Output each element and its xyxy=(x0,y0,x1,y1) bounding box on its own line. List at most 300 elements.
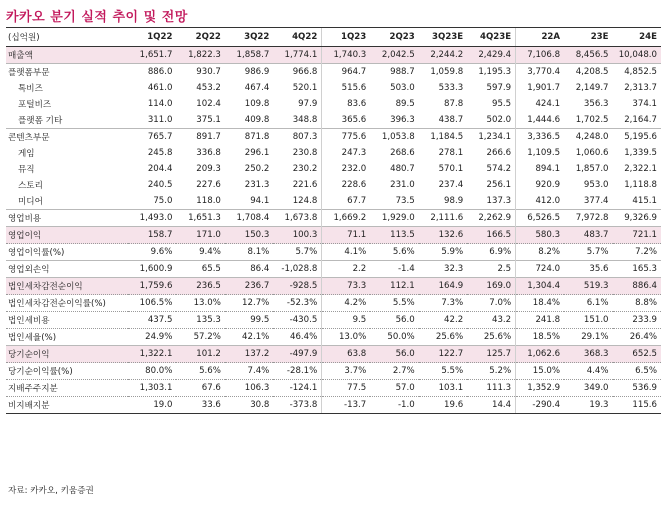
table-cell: 50.0% xyxy=(370,329,418,346)
table-cell: 9.4% xyxy=(176,244,224,261)
table-cell: 80.0% xyxy=(128,363,176,380)
table-cell: 1,651.7 xyxy=(128,47,176,64)
table-cell: 503.0 xyxy=(390,83,415,93)
table-cell: 18.4% xyxy=(516,295,564,312)
table-cell: 2,164.7 xyxy=(624,115,657,125)
table-cell: 1,118.8 xyxy=(624,180,657,190)
table-row xyxy=(6,145,661,161)
table-cell: 6.9% xyxy=(467,244,515,261)
table-cell: 113.5 xyxy=(370,227,418,244)
table-row xyxy=(6,161,661,177)
table-cell: 1,444.6 xyxy=(516,112,564,129)
table-cell: 7.0% xyxy=(467,295,515,312)
table-cell: 8.8% xyxy=(613,295,661,312)
table-cell: 2,244.2 xyxy=(419,47,467,64)
table-cell: -13.7 xyxy=(322,397,370,414)
row-label: 플랫폼부문 xyxy=(6,64,128,81)
table-cell: 5.6% xyxy=(370,244,418,261)
table-cell: 99.5 xyxy=(225,312,273,329)
table-cell: 122.7 xyxy=(419,346,467,363)
row-label: 법인세차감전순이익률(%) xyxy=(6,295,128,312)
table-cell: 221.6 xyxy=(292,180,318,190)
table-row xyxy=(6,329,661,346)
table-cell: 467.4 xyxy=(244,83,270,93)
table-cell: 43.2 xyxy=(467,312,515,329)
table-cell: 42.2 xyxy=(419,312,467,329)
table-cell: 114.0 xyxy=(147,99,173,109)
table-cell: 67.7 xyxy=(322,193,370,210)
table-cell: 137.3 xyxy=(486,196,512,206)
row-label: 포털비즈 xyxy=(18,100,52,110)
table-cell: 63.8 xyxy=(322,346,370,363)
table-cell: 111.3 xyxy=(467,380,515,397)
table-cell: 3.7% xyxy=(322,363,370,380)
table-cell: -430.5 xyxy=(273,312,321,329)
table-cell: 5.9% xyxy=(419,244,467,261)
table-cell: 377.4 xyxy=(583,196,609,206)
row-label: 영업비용 xyxy=(6,210,128,227)
page-title: 카카오 분기 실적 추이 및 전망 xyxy=(6,10,188,25)
table-cell: 2,429.4 xyxy=(467,47,515,64)
table-cell: 29.1% xyxy=(564,329,612,346)
row-label: 매출액 xyxy=(6,47,128,64)
table-cell: 721.1 xyxy=(613,227,661,244)
column-header: 1Q22 xyxy=(128,28,176,47)
table-cell: 502.0 xyxy=(486,115,512,125)
table-row xyxy=(6,261,661,278)
table-cell: 894.1 xyxy=(516,161,564,177)
table-cell: 4,248.0 xyxy=(564,129,612,146)
table-cell: 135.3 xyxy=(176,312,224,329)
row-label: 톡비즈 xyxy=(18,84,43,94)
table-cell: 97.9 xyxy=(298,99,318,109)
table-cell: 236.5 xyxy=(176,278,224,295)
table-cell: 75.0 xyxy=(153,196,173,206)
table-row xyxy=(6,244,661,261)
table-cell: 1,184.5 xyxy=(419,129,467,146)
table-row xyxy=(6,295,661,312)
table-cell: 396.3 xyxy=(390,115,415,125)
table-cell: 240.5 xyxy=(147,180,173,190)
table-cell: 8.1% xyxy=(225,244,273,261)
table-cell: 151.0 xyxy=(564,312,612,329)
table-cell: 13.0% xyxy=(322,329,370,346)
table-cell: 65.5 xyxy=(176,261,224,278)
table-cell: 95.5 xyxy=(491,99,512,109)
table-cell: 920.9 xyxy=(516,177,564,193)
row-label: 뮤직 xyxy=(18,165,35,175)
table-cell: 412.0 xyxy=(516,193,564,210)
table-cell: 1,304.4 xyxy=(516,278,564,295)
row-label: 영업이익 xyxy=(6,227,128,244)
source-note: 자료: 카카오, 키움증권 xyxy=(8,486,94,496)
table-cell: 19.3 xyxy=(564,397,612,414)
table-cell: 73.5 xyxy=(395,196,415,206)
table-cell: 125.7 xyxy=(467,346,515,363)
table-cell: 237.4 xyxy=(438,180,464,190)
table-cell: 7.4% xyxy=(225,363,273,380)
table-cell: 15.0% xyxy=(516,363,564,380)
table-row xyxy=(6,380,661,397)
table-cell: 241.8 xyxy=(516,312,564,329)
table-cell: 1,669.2 xyxy=(322,210,370,227)
table-cell: 574.2 xyxy=(486,164,512,174)
table-cell: -1,028.8 xyxy=(273,261,321,278)
table-cell: 103.1 xyxy=(419,380,467,397)
table-cell: -1.4 xyxy=(370,261,418,278)
table-cell: 536.9 xyxy=(613,380,661,397)
table-cell: 8.2% xyxy=(516,244,564,261)
table-cell: 118.0 xyxy=(196,196,221,206)
table-cell: 1,303.1 xyxy=(128,380,176,397)
table-cell: 236.7 xyxy=(225,278,273,295)
table-cell: 4,208.5 xyxy=(564,64,612,81)
table-cell: 106.5% xyxy=(128,295,176,312)
table-cell: 437.5 xyxy=(128,312,176,329)
table-cell: 14.4 xyxy=(467,397,515,414)
table-cell: 2.2 xyxy=(322,261,370,278)
table-cell: 1,322.1 xyxy=(128,346,176,363)
row-label: 당기순이익률(%) xyxy=(6,363,128,380)
table-cell: 1,702.5 xyxy=(575,115,609,125)
table-cell: 12.7% xyxy=(225,295,273,312)
table-cell: 228.6 xyxy=(322,177,370,193)
table-cell: 106.3 xyxy=(225,380,273,397)
table-cell: 10,048.0 xyxy=(613,47,661,64)
table-cell: 19.0 xyxy=(128,397,176,414)
table-cell: 2,042.5 xyxy=(370,47,418,64)
table-cell: 1,600.9 xyxy=(128,261,176,278)
table-cell: 42.1% xyxy=(225,329,273,346)
table-cell: 375.1 xyxy=(196,115,221,125)
table-cell: 349.0 xyxy=(564,380,612,397)
table-cell: 886.4 xyxy=(613,278,661,295)
table-cell: 1,651.3 xyxy=(176,210,224,227)
table-cell: 2,149.7 xyxy=(575,83,609,93)
table-cell: 165.3 xyxy=(613,261,661,278)
table-cell: 570.1 xyxy=(438,164,464,174)
table-cell: 109.8 xyxy=(244,99,270,109)
table-cell: 18.5% xyxy=(516,329,564,346)
table-row xyxy=(6,96,661,112)
table-cell: 83.6 xyxy=(322,96,370,112)
table-cell: 24.9% xyxy=(128,329,176,346)
table-cell: 533.3 xyxy=(438,83,464,93)
row-label: 플랫폼 기타 xyxy=(18,116,63,126)
table-cell: 597.9 xyxy=(486,83,512,93)
column-header: 3Q23E xyxy=(419,28,467,47)
table-cell: 374.1 xyxy=(632,99,657,109)
table-cell: 775.6 xyxy=(322,129,370,146)
row-label: 법인세율(%) xyxy=(6,329,128,346)
row-label: 미디어 xyxy=(18,197,43,207)
table-cell: 245.8 xyxy=(147,148,173,158)
table-cell: 57.0 xyxy=(370,380,418,397)
table-cell: 1,062.6 xyxy=(516,346,564,363)
table-cell: 233.9 xyxy=(613,312,661,329)
table-cell: 137.2 xyxy=(225,346,273,363)
table-cell: 765.7 xyxy=(128,129,176,146)
table-cell: 356.3 xyxy=(583,99,609,109)
table-cell: 2.5 xyxy=(467,261,515,278)
column-header: 3Q22 xyxy=(225,28,273,47)
table-cell: 453.2 xyxy=(196,83,221,93)
table-cell: 336.8 xyxy=(196,148,221,158)
table-row xyxy=(6,177,661,193)
row-label: 스토리 xyxy=(18,181,43,191)
table-cell: 102.4 xyxy=(196,99,221,109)
table-cell: 1,109.5 xyxy=(516,145,564,161)
table-cell: 6.5% xyxy=(613,363,661,380)
table-cell: 964.7 xyxy=(322,64,370,81)
table-cell: 1,053.8 xyxy=(370,129,418,146)
column-header: 1Q23 xyxy=(322,28,370,47)
table-cell: 2,313.7 xyxy=(624,83,657,93)
column-header: 23E xyxy=(564,28,612,47)
table-cell: 25.6% xyxy=(419,329,467,346)
table-cell: 278.1 xyxy=(438,148,464,158)
table-cell: 5.7% xyxy=(273,244,321,261)
table-cell: 311.0 xyxy=(147,115,173,125)
table-cell: 4,852.5 xyxy=(613,64,661,81)
table-cell: 520.1 xyxy=(292,83,318,93)
table-cell: -1.0 xyxy=(370,397,418,414)
row-label: 비지배지분 xyxy=(6,397,128,414)
table-cell: 25.6% xyxy=(467,329,515,346)
table-cell: 247.3 xyxy=(322,145,370,161)
table-cell: 231.0 xyxy=(390,180,415,190)
column-header: 4Q23E xyxy=(467,28,515,47)
table-cell: 164.9 xyxy=(419,278,467,295)
table-row xyxy=(6,312,661,329)
table-cell: 227.6 xyxy=(196,180,221,190)
table-cell: 7.2% xyxy=(613,244,661,261)
table-cell: 32.3 xyxy=(419,261,467,278)
table-row xyxy=(6,397,661,414)
table-cell: -28.1% xyxy=(273,363,321,380)
table-cell: 1,822.3 xyxy=(176,47,224,64)
earnings-table xyxy=(6,27,661,414)
table-cell: 87.8 xyxy=(444,99,464,109)
table-cell: 415.1 xyxy=(632,196,657,206)
table-cell: 5.5% xyxy=(419,363,467,380)
table-cell: 204.4 xyxy=(147,164,173,174)
table-cell: 209.3 xyxy=(196,164,221,174)
table-cell: 230.8 xyxy=(292,148,318,158)
table-cell: 89.5 xyxy=(395,99,415,109)
table-cell: 988.7 xyxy=(370,64,418,81)
table-cell: 1,708.4 xyxy=(225,210,273,227)
table-cell: 171.0 xyxy=(176,227,224,244)
table-row xyxy=(6,129,661,146)
table-cell: 86.4 xyxy=(225,261,273,278)
table-cell: 1,774.1 xyxy=(273,47,321,64)
table-cell: 169.0 xyxy=(467,278,515,295)
table-cell: 30.8 xyxy=(225,397,273,414)
table-cell: 1,234.1 xyxy=(467,129,515,146)
table-cell: 1,059.8 xyxy=(419,64,467,81)
table-cell: 166.5 xyxy=(467,227,515,244)
table-cell: -497.9 xyxy=(273,346,321,363)
table-cell: 19.6 xyxy=(419,397,467,414)
table-cell: 100.3 xyxy=(273,227,321,244)
table-cell: 1,493.0 xyxy=(128,210,176,227)
table-cell: 2,322.1 xyxy=(624,164,657,174)
table-cell: 461.0 xyxy=(147,83,173,93)
table-cell: 519.3 xyxy=(564,278,612,295)
table-cell: 231.3 xyxy=(244,180,270,190)
table-cell: 1,339.5 xyxy=(624,148,657,158)
table-row xyxy=(6,64,661,81)
table-cell: 8,456.5 xyxy=(564,47,612,64)
row-label: 지배주주지분 xyxy=(6,380,128,397)
table-cell: 26.4% xyxy=(613,329,661,346)
table-cell: 3,336.5 xyxy=(516,129,564,146)
table-cell: 46.4% xyxy=(273,329,321,346)
table-cell: 112.1 xyxy=(370,278,418,295)
table-cell: 891.7 xyxy=(176,129,224,146)
table-cell: 6,526.5 xyxy=(516,210,564,227)
table-cell: -290.4 xyxy=(516,397,564,414)
table-cell: 71.1 xyxy=(322,227,370,244)
table-cell: 296.1 xyxy=(244,148,270,158)
table-cell: 266.6 xyxy=(486,148,512,158)
table-cell: 67.6 xyxy=(176,380,224,397)
table-cell: 13.0% xyxy=(176,295,224,312)
table-cell: 5.2% xyxy=(467,363,515,380)
table-cell: 232.0 xyxy=(322,161,370,177)
table-cell: 1,352.9 xyxy=(516,380,564,397)
table-cell: 73.3 xyxy=(322,278,370,295)
table-row xyxy=(6,363,661,380)
table-row xyxy=(6,80,661,96)
table-cell: 132.6 xyxy=(419,227,467,244)
table-cell: 2,111.6 xyxy=(419,210,467,227)
table-cell: 348.8 xyxy=(292,115,318,125)
table-cell: 6.1% xyxy=(564,295,612,312)
table-cell: 409.8 xyxy=(244,115,270,125)
table-cell: 886.0 xyxy=(128,64,176,81)
table-header-row xyxy=(6,28,661,47)
table-cell: 5,195.6 xyxy=(613,129,661,146)
table-cell: 7.3% xyxy=(419,295,467,312)
table-cell: 4.2% xyxy=(322,295,370,312)
table-row xyxy=(6,278,661,295)
column-header: 22A xyxy=(516,28,564,47)
table-cell: 580.3 xyxy=(516,227,564,244)
table-row xyxy=(6,227,661,244)
table-cell: 1,195.3 xyxy=(467,64,515,81)
column-header: 4Q22 xyxy=(273,28,321,47)
table-cell: 1,929.0 xyxy=(370,210,418,227)
column-header: 24E xyxy=(613,28,661,47)
table-cell: 250.2 xyxy=(244,164,270,174)
table-cell: 1,901.7 xyxy=(516,80,564,96)
row-label: 콘텐츠부문 xyxy=(6,129,128,146)
table-cell: 124.8 xyxy=(292,196,318,206)
column-header: 2Q23 xyxy=(370,28,418,47)
table-cell: 98.9 xyxy=(444,196,464,206)
table-cell: 9.5 xyxy=(322,312,370,329)
table-cell: 5.5% xyxy=(370,295,418,312)
row-label: 영업이익률(%) xyxy=(6,244,128,261)
table-cell: 77.5 xyxy=(322,380,370,397)
table-cell: 986.9 xyxy=(225,64,273,81)
table-cell: 368.3 xyxy=(564,346,612,363)
row-label: 영업외손익 xyxy=(6,261,128,278)
unit-label: (십억원) xyxy=(6,28,128,47)
table-cell: 1,060.6 xyxy=(575,148,609,158)
table-cell: 953.0 xyxy=(583,180,609,190)
table-cell: 57.2% xyxy=(176,329,224,346)
table-cell: -52.3% xyxy=(273,295,321,312)
table-cell: 158.7 xyxy=(128,227,176,244)
table-cell: 256.1 xyxy=(486,180,512,190)
table-cell: 35.6 xyxy=(564,261,612,278)
table-cell: 438.7 xyxy=(438,115,464,125)
table-cell: 930.7 xyxy=(176,64,224,81)
table-cell: 33.6 xyxy=(176,397,224,414)
table-cell: 9,326.9 xyxy=(613,210,661,227)
table-cell: 483.7 xyxy=(564,227,612,244)
table-cell: 365.6 xyxy=(322,112,370,129)
table-cell: 7,972.8 xyxy=(564,210,612,227)
table-cell: -928.5 xyxy=(273,278,321,295)
row-label: 당기순이익 xyxy=(6,346,128,363)
table-cell: 1,858.7 xyxy=(225,47,273,64)
table-cell: 4.4% xyxy=(564,363,612,380)
table-cell: 424.1 xyxy=(516,96,564,112)
table-cell: 515.6 xyxy=(322,80,370,96)
row-label: 법인세비용 xyxy=(6,312,128,329)
table-cell: 2.7% xyxy=(370,363,418,380)
table-row xyxy=(6,112,661,129)
table-cell: 1,673.8 xyxy=(273,210,321,227)
table-cell: 268.6 xyxy=(390,148,415,158)
table-cell: 1,740.3 xyxy=(322,47,370,64)
table-cell: 150.3 xyxy=(225,227,273,244)
table-cell: 1,759.6 xyxy=(128,278,176,295)
table-cell: 5.6% xyxy=(176,363,224,380)
table-cell: 480.7 xyxy=(390,164,415,174)
table-cell: 7,106.8 xyxy=(516,47,564,64)
table-row xyxy=(6,193,661,210)
table-cell: 966.8 xyxy=(273,64,321,81)
table-cell: 3,770.4 xyxy=(516,64,564,81)
table-cell: 230.2 xyxy=(292,164,318,174)
table-cell: -373.8 xyxy=(273,397,321,414)
table-cell: 56.0 xyxy=(370,346,418,363)
table-row xyxy=(6,210,661,227)
row-label: 법인세차감전순이익 xyxy=(6,278,128,295)
table-cell: 807.3 xyxy=(273,129,321,146)
table-cell: 5.7% xyxy=(564,244,612,261)
table-cell: 101.2 xyxy=(176,346,224,363)
table-cell: 871.8 xyxy=(225,129,273,146)
table-cell: 2,262.9 xyxy=(467,210,515,227)
row-label: 게임 xyxy=(18,149,35,159)
table-row xyxy=(6,346,661,363)
table-cell: 115.6 xyxy=(613,397,661,414)
table-cell: 652.5 xyxy=(613,346,661,363)
table-cell: 94.1 xyxy=(250,196,270,206)
table-cell: 9.6% xyxy=(128,244,176,261)
table-cell: 56.0 xyxy=(370,312,418,329)
table-cell: 4.1% xyxy=(322,244,370,261)
table-cell: 1,857.0 xyxy=(575,164,609,174)
table-cell: 724.0 xyxy=(516,261,564,278)
table-row xyxy=(6,47,661,64)
